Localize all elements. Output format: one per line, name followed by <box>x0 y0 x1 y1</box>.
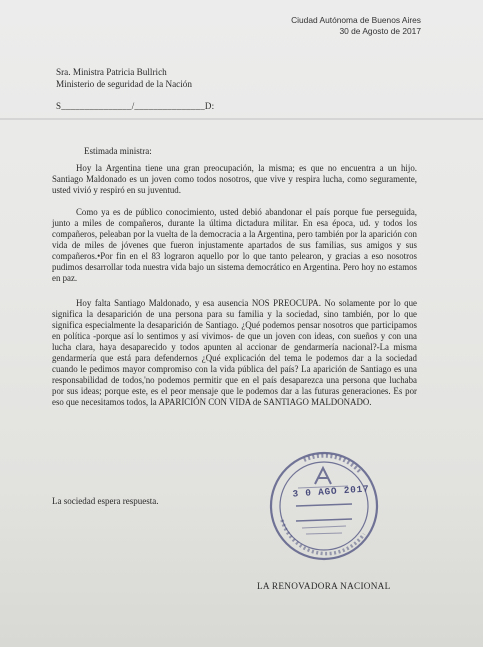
header-date: 30 de Agosto de 2017 <box>339 26 421 36</box>
body-paragraph-1: Hoy la Argentina tiene una gran preocupación, la misma; es que no encuentra a un hijo. Santiago Maldonado es un joven como todos nosotros, que vive y respira lucha, como seguramente, usted vivió y respiró en su juventud. <box>52 163 417 196</box>
body-paragraph-2: Como ya es de público conocimiento, usted debió abandonar el país porque fue perseguida, junto a miles de compañeros, durante la última dictadura militar. En esa época, ud. y todos los compañeros, peleaban por la vuelta de la democracia a la Argentina, pero también por la aparición con vida de miles de jóvenes que fueron injustamente apartados de sus familias, sus amigos y sus compañeros.•Por fin en el 83 lograron aquello por lo que tanto pelearon, y gracias a eso nosotros pudimos desarrollar toda nuestra vida bajo un sistema democrático en Argentina. Pero hoy no estamos en paz. <box>52 207 417 284</box>
reception-stamp <box>268 450 380 562</box>
letter-header <box>291 15 421 37</box>
stamp-date: 3 0 AGO 2017 <box>292 483 370 500</box>
recipient-name: Sra. Ministra Patricia Bullrich <box>56 67 167 77</box>
closing-line: La sociedad espera respuesta. <box>52 496 159 506</box>
signer-name: LA RENOVADORA NACIONAL <box>257 581 391 591</box>
paper-fold-line <box>0 118 483 120</box>
reference-line: S_______________/_______________D: <box>56 101 215 111</box>
header-city: Ciudad Autónoma de Buenos Aires <box>291 15 421 25</box>
recipient-block <box>56 67 192 90</box>
body-paragraph-3: Hoy falta Santiago Maldonado, y esa ausencia NOS PREOCUPA. No solamente por lo que significa la desaparición de una persona para su familia y la sociedad, sino también, por lo que significa especialmente la desaparición de Santiago. ¿Qué podemos pensar nosotros que participamos en política -porque así lo sentimos y así vivimos- de que un joven con ideas, con sueños y con una lucha clara, haya desaparecido y todos apunten al accionar de gendarmería nacional?-La misma gendarmería que está para defendernos ¿Qué explicación del tema le podemos dar a la sociedad cuando le pedimos mayor compromiso con la vida pública del país? La aparición de Santiago es una responsabilidad de todos,'no podemos permitir que en el país desaparezca una persona que luchaba por sus ideas; porque este, es el peor mensaje que le podemos dar a las futuras generaciones. Es por eso que necesitamos todos, la APARICIÓN CON VIDA de SANTIAGO MALDONADO. <box>52 298 417 408</box>
greeting: Estimada ministra: <box>84 146 152 156</box>
recipient-ministry: Ministerio de seguridad de la Nación <box>56 78 192 89</box>
